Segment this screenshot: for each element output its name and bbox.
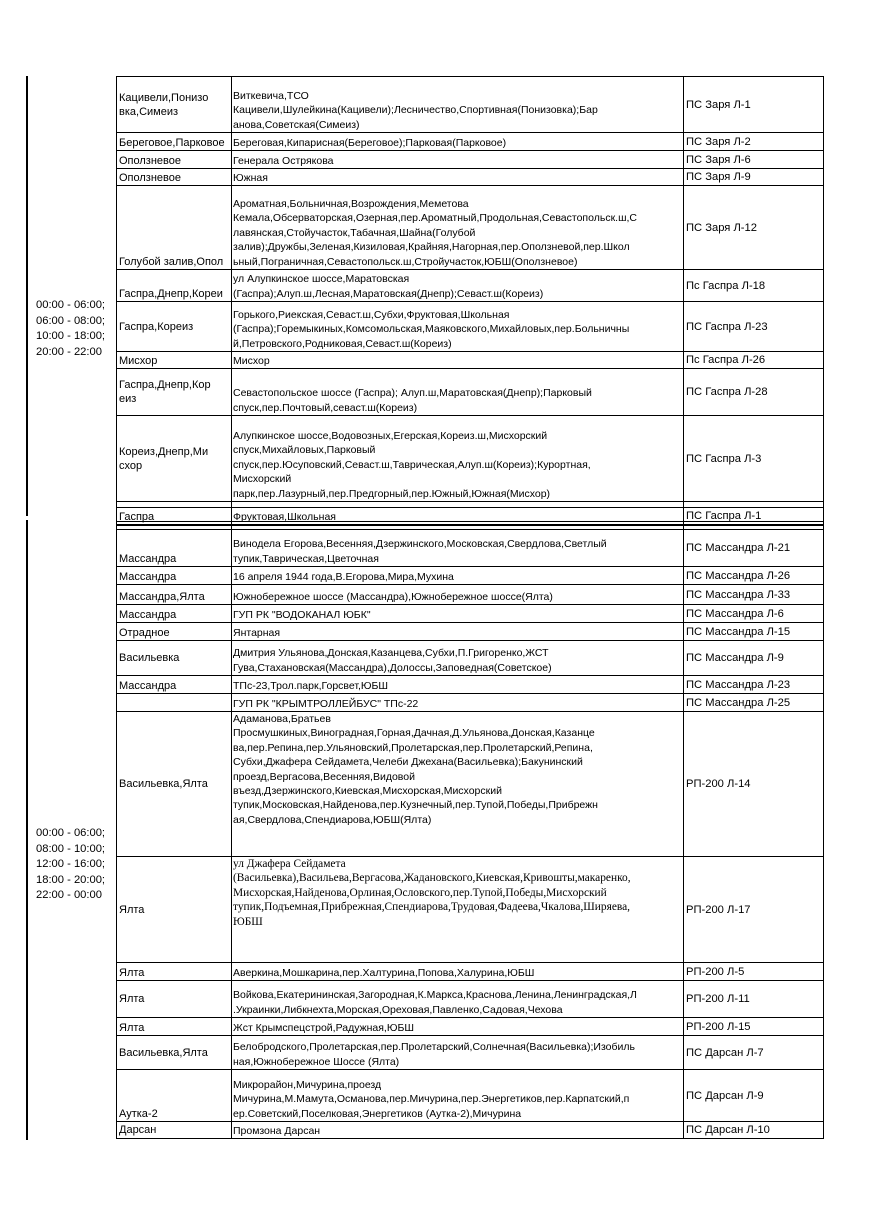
feeder-cell — [684, 981, 823, 1017]
streets-text: Генерала Острякова — [233, 154, 334, 167]
feeder-text: ПС Дарсан Л-7 — [686, 1046, 764, 1059]
feeder-text: ПС Заря Л-6 — [686, 153, 751, 166]
feeder-text: ПС Массандра Л-25 — [686, 696, 791, 709]
locality-text: Васильевка,Ялта — [119, 778, 208, 790]
feeder-cell — [684, 963, 823, 980]
locality-text: Ялта — [119, 993, 145, 1005]
locality-cell — [116, 712, 232, 856]
streets-cell — [232, 1070, 684, 1121]
streets-cell — [232, 605, 684, 622]
feeder-cell — [684, 641, 823, 675]
locality-cell — [116, 676, 232, 693]
streets-text: Южнобережное шоссе (Массандра),Южнобережное шоссе(Ялта) — [233, 590, 553, 603]
streets-cell — [232, 712, 684, 856]
streets-cell — [232, 133, 684, 150]
table-row — [116, 857, 823, 963]
feeder-cell — [684, 694, 823, 711]
locality-text: Массандра — [119, 680, 177, 692]
locality-text: Аутка-2 — [119, 1108, 158, 1120]
locality-cell — [116, 585, 232, 604]
locality-cell — [116, 416, 232, 501]
table-row — [116, 585, 823, 605]
locality-text: Ялта — [119, 903, 145, 916]
feeder-cell — [684, 1018, 823, 1035]
feeder-text: ПС Дарсан Л-10 — [686, 1124, 770, 1136]
feeder-cell — [684, 585, 823, 604]
table-row — [116, 186, 823, 270]
streets-cell — [232, 567, 684, 584]
table-row — [116, 641, 823, 676]
streets-text: Винодела Егорова,Весенняя,Дзержинского,Московская,Свердлова,Светлый тупик,Таврическая,Цветочная — [233, 538, 607, 565]
table-row — [116, 1122, 823, 1139]
feeder-text: ПС Массандра Л-33 — [686, 588, 791, 601]
feeder-cell — [684, 270, 823, 301]
streets-text: Севастопольское шоссе (Гаспра); Алуп.ш,Маратовская(Днепр);Парковый спуск,пер.Почтовый,севаст.ш(Кореиз) — [233, 387, 592, 414]
feeder-text: ПС Массандра Л-23 — [686, 678, 791, 691]
streets-cell — [232, 151, 684, 168]
feeder-text: ПС Массандра Л-9 — [686, 652, 784, 664]
locality-cell — [116, 963, 232, 980]
table-row — [116, 369, 823, 416]
streets-cell — [232, 270, 684, 301]
locality-text: Массандра — [119, 571, 177, 583]
locality-text: Голубой залив,Опол — [119, 256, 224, 268]
streets-cell — [232, 981, 684, 1017]
table-row — [116, 963, 823, 981]
locality-cell — [116, 641, 232, 675]
table-row — [116, 1036, 823, 1070]
locality-cell — [116, 369, 232, 415]
streets-text: Микрорайон,Мичурина,проезд Мичурина,М.Мамута,Османова,пер.Мичурина,пер.Энергетиков,пер.Карпатский,п ер.Советский,Поселковая,Энергетиков (Аутка-2),Мичурина — [233, 1078, 630, 1120]
locality-cell — [116, 1070, 232, 1121]
streets-cell — [232, 530, 684, 566]
feeder-cell — [684, 676, 823, 693]
locality-cell — [116, 1122, 232, 1138]
table-row — [116, 712, 823, 857]
feeder-text: ПС Гаспра Л-28 — [686, 386, 768, 398]
locality-cell — [116, 77, 232, 132]
feeder-cell — [684, 369, 823, 415]
locality-text: Ялта — [119, 967, 145, 979]
locality-text: Оползневое — [119, 155, 181, 167]
feeder-cell — [684, 133, 823, 150]
locality-cell — [116, 605, 232, 622]
table-row — [116, 530, 823, 567]
table-row — [116, 352, 823, 369]
table-row — [116, 1070, 823, 1122]
feeder-text: Пс Гаспра Л-18 — [686, 279, 766, 292]
locality-cell — [116, 1036, 232, 1069]
locality-cell — [116, 151, 232, 168]
streets-text: Южная — [233, 171, 268, 184]
streets-text: 16 апреля 1944 года,В.Егорова,Мира,Мухина — [233, 570, 454, 583]
streets-cell — [232, 302, 684, 351]
table-row — [116, 981, 823, 1018]
feeder-cell — [684, 151, 823, 168]
feeder-text: ПС Гаспра Л-23 — [686, 320, 768, 333]
streets-text: Алупкинское шоссе,Водовозных,Егерская,Кореиз.ш,Мисхорский спуск,Михайловых,Парковый спуск,пер.Юсуповский,Севаст.ш,Таврическая,Алуп.ш(Кореиз);Курортная, Мисхорский парк,пер.Лазурный,пер.Предгорный,пер.Южный,Южная(Мисхор) — [233, 429, 591, 500]
streets-cell — [232, 1018, 684, 1035]
locality-text: Кацивели,Понизо вка,Симеиз — [119, 91, 209, 118]
streets-cell — [232, 352, 684, 368]
streets-cell — [232, 186, 684, 269]
feeder-text: Пс Гаспра Л-26 — [686, 354, 766, 366]
feeder-text: ПС Массандра Л-15 — [686, 625, 791, 638]
feeder-cell — [684, 567, 823, 584]
table-row — [116, 416, 823, 502]
locality-cell — [116, 694, 232, 711]
locality-text: Васильевка — [119, 652, 180, 664]
feeder-cell — [684, 1070, 823, 1121]
streets-cell — [232, 169, 684, 185]
locality-text: Гаспра — [119, 511, 155, 523]
streets-text: ул Джафера Сейдамета (Васильевка),Васильева,Вергасова,Жадановского,Киевская,Кривошты,макаренко, Мисхорская,Найденова,Орлиная,Ословского,пер.Тупой,Победы,Мисхорский тупик,Подъемная,Прибрежная,Спендиарова,Трудовая,Фадеева,Чкалова,Ширяева, ЮБШ — [233, 858, 631, 928]
streets-cell — [232, 623, 684, 640]
feeder-text: ПС Дарсан Л-9 — [686, 1089, 764, 1102]
feeder-cell — [684, 530, 823, 566]
feeder-cell — [684, 712, 823, 856]
locality-text: Массандра — [119, 609, 177, 621]
schedule-cell-group-1 — [26, 76, 116, 516]
streets-text: ГУП РК "КРЫМТРОЛЛЕЙБУС" ТПс-22 — [233, 697, 419, 710]
streets-text: Промзона Дарсан — [233, 1124, 321, 1137]
streets-cell — [232, 77, 684, 132]
locality-text: Ялта — [119, 1022, 145, 1034]
streets-cell — [232, 676, 684, 693]
table-row — [116, 133, 823, 151]
schedule-cell-group-2 — [26, 520, 116, 1140]
locality-text: Васильевка,Ялта — [119, 1046, 208, 1059]
feeder-cell — [684, 169, 823, 185]
streets-text: Фруктовая,Школьная — [233, 510, 336, 523]
streets-text: Янтарная — [233, 626, 281, 639]
locality-text: Гаспра,Днепр,Кореи — [119, 288, 223, 300]
streets-cell — [232, 963, 684, 980]
feeder-text: ПС Заря Л-12 — [686, 221, 757, 234]
feeder-cell — [684, 605, 823, 622]
locality-cell — [116, 352, 232, 368]
table-row — [116, 151, 823, 169]
feeder-text: ПС Гаспра Л-1 — [686, 510, 762, 522]
outage-table-group-2 — [116, 521, 824, 1139]
feeder-text: ПС Заря Л-1 — [686, 98, 751, 111]
feeder-text: ПС Заря Л-9 — [686, 171, 751, 183]
outage-table-group-1 — [116, 76, 824, 525]
feeder-text: ПС Массандра Л-21 — [686, 542, 791, 554]
locality-cell — [116, 1018, 232, 1035]
streets-text: Адаманова,Братьев Просмушкиных,Виноградная,Горная,Дачная,Д.Ульянова,Донская,Казанце ва,пер.Репина,пер.Ульяновский,Пролетарская,пер.Пролетарский,Репина, Субхи,Джафера Сейдамета,Челеби Джехана(Васильевка);Бакунинский проезд,Вергасова,Весенняя,Видовой въезд,Дзержинского,Киевская,Мисхорская,Мисхорский тупик,Московская,Найденова,пер.Кузнечный,пер.Тупой,Победы,Прибрежн ая,Свердлова,Спендиарова,ЮБШ(Ялта) — [233, 713, 598, 826]
streets-text: Войкова,Екатерининская,Загородная,К.Маркса,Краснова,Ленина,Ленинградская,Л .Украинки,Либкнехта,Морская,Ореховая,Павленко,Садовая,Чехова — [233, 989, 637, 1016]
streets-text: Жст Крымспецстрой,Радужная,ЮБШ — [233, 1021, 414, 1034]
table-row — [116, 1018, 823, 1036]
feeder-text: РП-200 Л-14 — [686, 778, 751, 790]
streets-text: Береговая,Кипарисная(Береговое);Парковая(Парковое) — [233, 136, 507, 149]
feeder-text: РП-200 Л-17 — [686, 903, 751, 916]
streets-text: Виткевича,ТСО Кацивели,Шулейкина(Кацивели);Лесничество,Спортивная(Понизовка);Бар анова,Советская(Симеиз) — [233, 89, 598, 131]
locality-text: Дарсан — [119, 1124, 157, 1136]
streets-cell — [232, 694, 684, 711]
locality-text: Мисхор — [119, 355, 158, 367]
locality-cell — [116, 169, 232, 185]
feeder-cell — [684, 186, 823, 269]
streets-cell — [232, 1122, 684, 1138]
table-row — [116, 169, 823, 186]
locality-cell — [116, 302, 232, 351]
streets-cell — [232, 369, 684, 415]
locality-text: Массандра — [119, 553, 177, 565]
feeder-cell — [684, 1036, 823, 1069]
feeder-cell — [684, 77, 823, 132]
locality-cell — [116, 186, 232, 269]
feeder-text: РП-200 Л-5 — [686, 965, 745, 978]
feeder-text: ПС Заря Л-2 — [686, 135, 751, 148]
locality-cell — [116, 623, 232, 640]
locality-text: Гаспра,Днепр,Кор еиз — [119, 379, 211, 405]
streets-cell — [232, 641, 684, 675]
feeder-cell — [684, 857, 823, 962]
table-row — [116, 567, 823, 585]
streets-cell — [232, 857, 684, 962]
streets-text: Мисхор — [233, 354, 270, 367]
locality-text: Массандра,Ялта — [119, 591, 205, 603]
feeder-text: РП-200 Л-11 — [686, 993, 750, 1005]
streets-text: ТПс-23,Трол.парк,Горсвет,ЮБШ — [233, 679, 389, 692]
schedule-text: 00:00 - 06:00; 08:00 - 10:00; 12:00 - 16:00; 18:00 - 20:00; 22:00 - 00:00 — [36, 827, 106, 901]
locality-cell — [116, 270, 232, 301]
table-row — [116, 270, 823, 302]
streets-text: Горького,Риекская,Севаст.ш,Субхи,Фруктовая,Школьная (Гаспра);Горемыкиных,Комсомольская,Маяковского,Михайловых,пер.Больничны й,Петровского,Родниковая,Севаст.ш(Кореиз) — [233, 308, 630, 350]
table-row — [116, 77, 823, 133]
feeder-cell — [684, 623, 823, 640]
streets-text: Дмитрия Ульянова,Донская,Казанцева,Субхи,П.Григоренко,ЖСТ Гува,Стахановская(Массандра),Долоссы,Заповедная(Советское) — [233, 647, 552, 674]
feeder-text: РП-200 Л-15 — [686, 1020, 751, 1033]
locality-text: Кореиз,Днепр,Ми схор — [119, 445, 209, 472]
table-row — [116, 676, 823, 694]
feeder-cell — [684, 1122, 823, 1138]
streets-cell — [232, 585, 684, 604]
table-row — [116, 302, 823, 352]
table-row — [116, 694, 823, 712]
locality-cell — [116, 567, 232, 584]
locality-text: Отрадное — [119, 627, 170, 639]
locality-cell — [116, 530, 232, 566]
streets-text: ГУП РК "ВОДОКАНАЛ ЮБК" — [233, 608, 371, 621]
table-row — [116, 605, 823, 623]
schedule-text: 00:00 - 06:00; 06:00 - 08:00; 10:00 - 18:00; 20:00 - 22:00 — [36, 299, 106, 358]
streets-cell — [232, 416, 684, 501]
table-row — [116, 623, 823, 641]
locality-cell — [116, 857, 232, 962]
feeder-cell — [684, 302, 823, 351]
feeder-text: ПС Массандра Л-6 — [686, 607, 784, 620]
locality-text: Оползневое — [119, 172, 181, 184]
locality-cell — [116, 981, 232, 1017]
feeder-cell — [684, 352, 823, 368]
feeder-cell — [684, 416, 823, 501]
streets-text: Ароматная,Больничная,Возрождения,Меметова Кемала,Обсерваторская,Озерная,пер.Ароматный,Продольная,Севастопольск.ш,С лавянская,Стойучасток,Табачная,Шайна(Голубой залив);Дружбы,Зеленая,Кизиловая,Крайняя,Нагорная,пер.Оползневой,пер.Школ ьный,Пограничная,Севастопольск.ш,Стройучасток,ЮБШ(Оползневое) — [233, 197, 638, 268]
streets-text: Белобродского,Пролетарская,пер.Пролетарский,Солнечная(Васильевка);Изобиль ная,Южнобережное Шоссе (Ялта) — [233, 1041, 635, 1068]
streets-cell — [232, 1036, 684, 1069]
locality-text: Гаспра,Кореиз — [119, 320, 194, 333]
feeder-text: ПС Массандра Л-26 — [686, 569, 791, 582]
streets-text: Аверкина,Мошкарина,пер.Халтурина,Попова,Халурина,ЮБШ — [233, 966, 535, 979]
feeder-text: ПС Гаспра Л-3 — [686, 452, 762, 465]
locality-cell — [116, 133, 232, 150]
streets-text: ул Алупкинское шоссе,Маратовская (Гаспра);Алуп.ш,Лесная,Маратовская(Днепр);Севаст.ш(Кореиз) — [233, 273, 544, 300]
locality-text: Береговое,Парковое — [119, 137, 225, 149]
